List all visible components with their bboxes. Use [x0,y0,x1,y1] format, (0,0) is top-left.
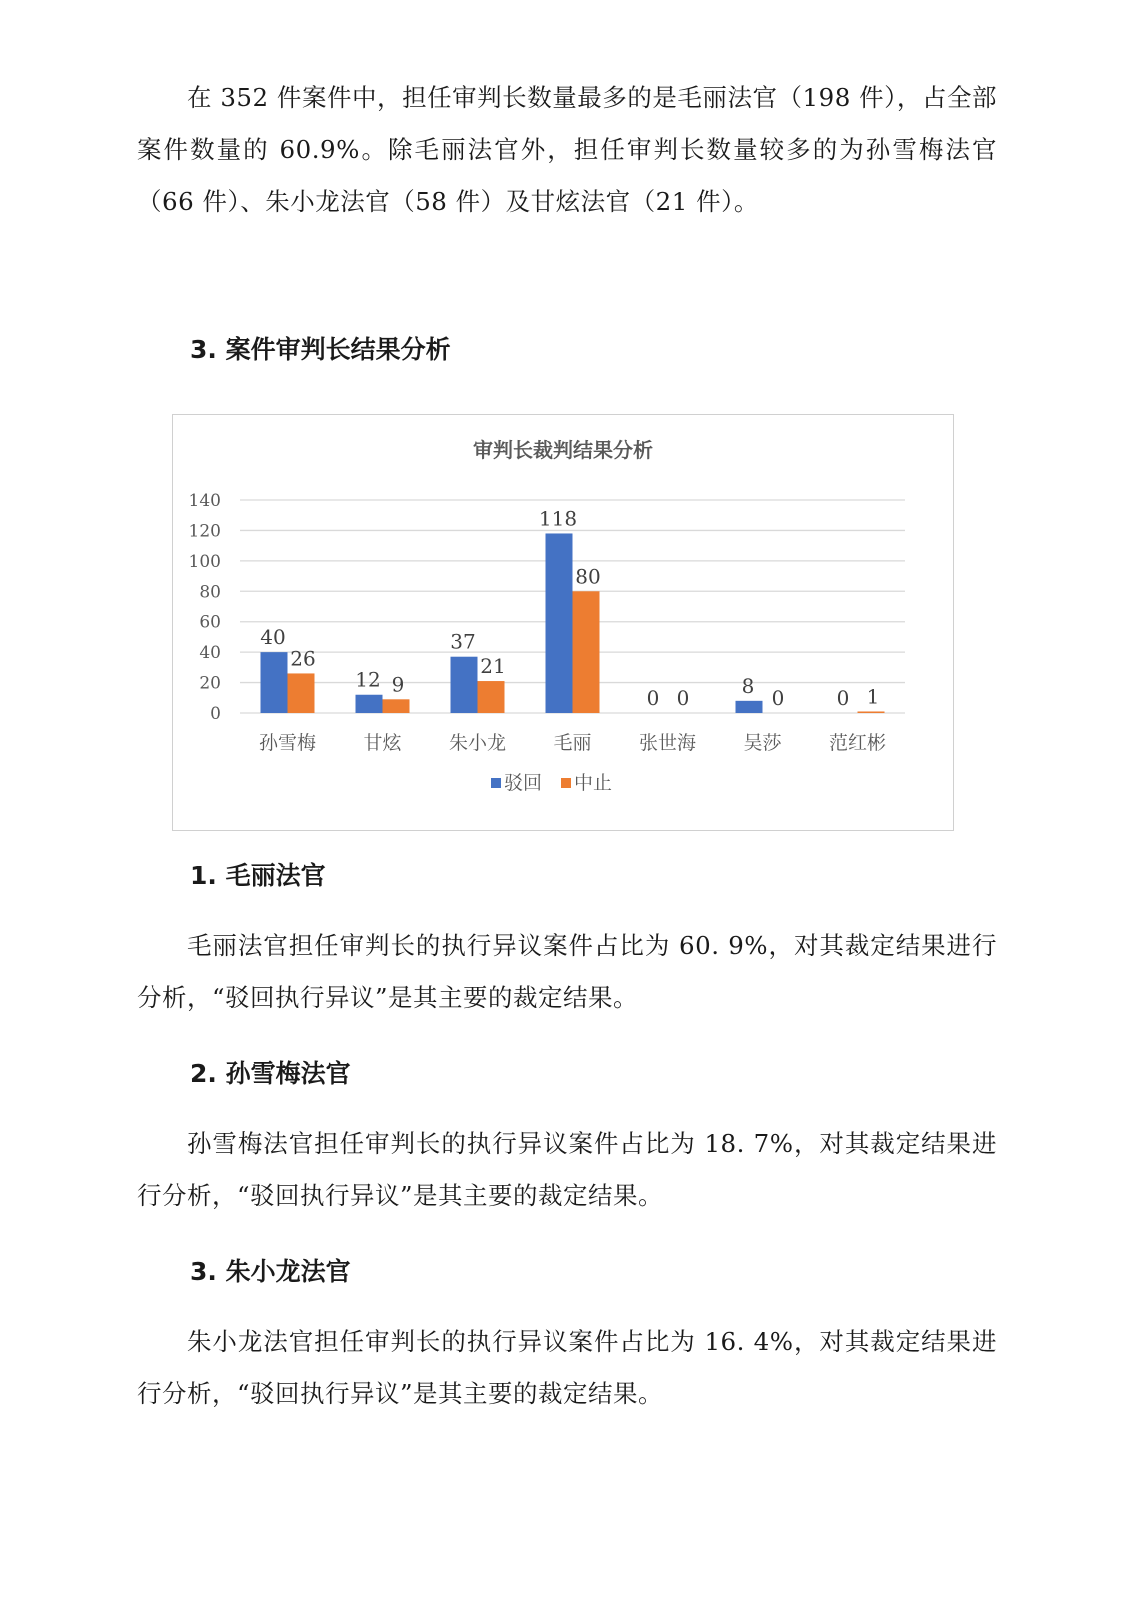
bar-bohui [546,533,573,713]
x-tick-label: 范红彬 [828,732,887,754]
y-tick-label: 100 [188,551,221,572]
y-tick-label: 80 [199,582,221,603]
data-label: 118 [538,506,578,531]
chart-title: 审判长裁判结果分析 [473,438,653,462]
data-label: 9 [391,672,405,697]
x-tick-label: 张世海 [638,732,697,754]
x-tick-label: 吴莎 [743,732,782,754]
x-tick-label: 毛丽 [553,732,592,754]
legend-swatch [561,778,571,788]
legend-label: 驳回 [504,772,543,794]
subsection-paragraph-1: 毛丽法官担任审判长的执行异议案件占比为 60. 9%，对其裁定结果进行分析，“驳回执行异议”是其主要的裁定结果。 [137,931,997,1012]
y-tick-label: 20 [199,673,221,694]
bar-bohui [451,657,478,713]
bar-zhongzhi [573,591,600,713]
data-label: 12 [355,667,381,692]
bar-bohui [261,652,288,713]
y-tick-label: 0 [210,704,221,724]
data-label: 0 [676,686,690,710]
section-heading: 3. 案件审判长结果分析 [190,335,451,364]
data-label: 1 [866,684,880,709]
subsection-heading-1: 1. 毛丽法官 [190,861,326,890]
bar-zhongzhi [288,673,315,713]
data-label: 37 [450,629,476,654]
bar-zhongzhi [478,681,505,713]
y-tick-label: 120 [188,521,221,542]
x-tick-label: 孙雪梅 [258,732,317,754]
data-label: 0 [836,686,850,710]
subsection-paragraph-2: 孙雪梅法官担任审判长的执行异议案件占比为 18. 7%，对其裁定结果进行分析，“驳回执行异议”是其主要的裁定结果。 [137,1129,997,1210]
x-tick-label: 朱小龙 [448,732,507,754]
subsection-heading-2: 2. 孙雪梅法官 [190,1059,351,1088]
chart-container [172,414,954,831]
intro-paragraph: 在 352 件案件中，担任审判长数量最多的是毛丽法官（198 件），占全部案件数量的 60.9%。除毛丽法官外，担任审判长数量较多的为孙雪梅法官（66 件）、朱小龙法官（58 件）及甘炫法官（21 件）。 [137,83,997,216]
x-tick-label: 甘炫 [363,732,402,754]
subsection-heading-3: 3. 朱小龙法官 [190,1257,351,1286]
data-label: 0 [646,686,660,710]
bar-bohui [356,695,383,713]
bar-zhongzhi [858,711,885,713]
y-tick-label: 60 [199,612,221,633]
legend-label: 中止 [574,772,613,794]
data-label: 26 [290,646,316,671]
y-tick-label: 140 [188,491,221,511]
data-label: 40 [260,625,286,650]
legend-swatch [491,778,501,788]
bar-zhongzhi [383,699,410,713]
bar-chart [173,415,953,830]
data-label: 0 [771,686,785,710]
bar-bohui [736,701,763,713]
subsection-paragraph-3: 朱小龙法官担任审判长的执行异议案件占比为 16. 4%，对其裁定结果进行分析，“驳回执行异议”是其主要的裁定结果。 [137,1327,997,1408]
data-label: 21 [480,654,506,679]
y-tick-label: 40 [199,643,221,664]
data-label: 8 [741,673,755,698]
data-label: 80 [575,564,601,589]
